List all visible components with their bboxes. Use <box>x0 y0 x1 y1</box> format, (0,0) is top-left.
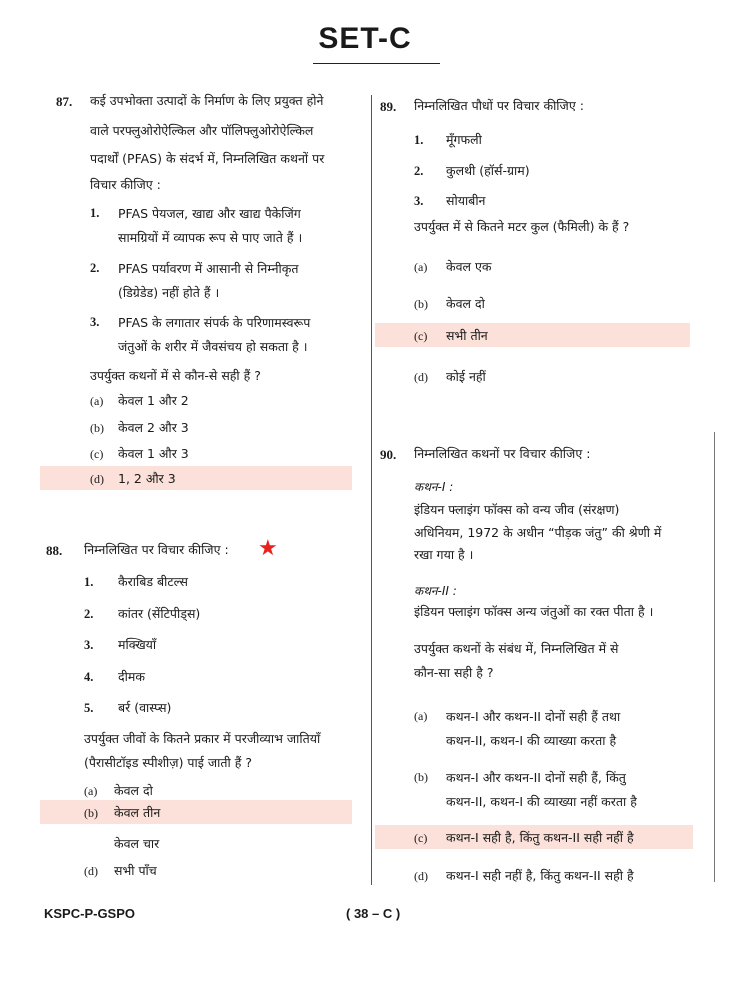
statement-text: इंडियन फ्लाइंग फॉक्स अन्य जंतुओं का रक्त पीता है । <box>414 604 654 619</box>
item-number: 1. <box>84 575 94 589</box>
statement-text: इंडियन फ्लाइंग फॉक्स को वन्य जीव (संरक्षण) <box>414 502 620 517</box>
option-label: (a) <box>84 784 98 798</box>
statement-text: PFAS पेयजल, खाद्य और खाद्य पैकेजिंग <box>118 206 301 221</box>
option-label: (a) <box>414 260 428 274</box>
option-label: (d) <box>414 370 428 384</box>
option-label: (c) <box>90 447 104 461</box>
question-number: 88. <box>46 543 63 558</box>
question-prompt: उपर्युक्त जीवों के कितने प्रकार में परजीव्याभ जातियाँ <box>84 731 321 746</box>
option-text[interactable]: केवल 1 और 3 <box>118 446 189 461</box>
statement-text: जंतुओं के शरीर में जैवसंचय हो सकता है । <box>118 339 308 354</box>
statement-label: कथन-II : <box>414 584 457 598</box>
option-text[interactable]: कथन-I और कथन-II दोनों सही हैं, किंतु <box>446 770 626 785</box>
statement-text: PFAS पर्यावरण में आसानी से निम्नीकृत <box>118 261 299 276</box>
option-label: (b) <box>414 770 428 784</box>
page-title: SET-C <box>318 22 412 55</box>
option-label: (a) <box>414 709 428 723</box>
statement-text: रखा गया है । <box>414 547 474 562</box>
option-label: (d) <box>90 472 104 486</box>
statement-text: सामग्रियों में व्यापक रूप से पाए जाते हैं । <box>118 230 303 245</box>
item-text: मूँगफली <box>446 132 482 147</box>
question-prompt: कौन-सा सही है ? <box>414 665 494 680</box>
option-label: (b) <box>84 806 98 820</box>
option-text[interactable]: सभी पाँच <box>114 863 157 878</box>
item-text: मक्खियाँ <box>118 637 157 652</box>
paper-code: KSPC-P-GSPO <box>44 906 136 921</box>
option-text-correct[interactable]: 1, 2 और 3 <box>118 471 176 486</box>
item-text: बर्र (वास्प्स) <box>118 700 172 715</box>
statement-text: PFAS के लगातार संपर्क के परिणामस्वरूप <box>118 315 311 330</box>
option-text[interactable]: केवल चार <box>114 836 160 851</box>
item-number: 4. <box>84 670 94 684</box>
option-label: (d) <box>84 864 98 878</box>
item-text: सोयाबीन <box>446 193 486 208</box>
option-text[interactable]: केवल 2 और 3 <box>118 420 189 435</box>
question-number: 90. <box>380 447 397 462</box>
question-text-line: निम्नलिखित कथनों पर विचार कीजिए : <box>414 446 591 461</box>
question-text-line: कई उपभोक्ता उत्पादों के निर्माण के लिए प्रयुक्त होने <box>90 93 324 108</box>
option-text[interactable]: कथन-I सही नहीं है, किंतु कथन-II सही है <box>446 868 634 883</box>
question-prompt: उपर्युक्त में से कितने मटर कुल (फैमिली) के हैं ? <box>414 219 630 234</box>
answer-highlight <box>40 466 352 490</box>
item-number: 5. <box>84 701 94 715</box>
question-text-line: पदार्थों (PFAS) के संदर्भ में, निम्नलिखित कथनों पर <box>90 151 325 166</box>
page-number: ( 38 – C ) <box>346 906 401 921</box>
item-number: 2. <box>84 607 94 621</box>
statement-text: (डिग्रेडेड) नहीं होते हैं । <box>118 285 220 300</box>
option-text[interactable]: कोई नहीं <box>446 369 486 384</box>
statement-number: 3. <box>90 315 100 329</box>
item-text: कुलथी (हॉर्स-ग्राम) <box>446 163 530 178</box>
item-number: 2. <box>414 164 424 178</box>
question-text-line: वाले परफ्लुओरोऐल्किल और पॉलिफ्लुओरोऐल्किल <box>90 123 314 138</box>
option-text-correct[interactable]: कथन-I सही है, किंतु कथन-II सही नहीं है <box>446 830 634 845</box>
star-icon: ★ <box>258 536 278 561</box>
option-label: (b) <box>414 297 428 311</box>
statement-text: अधिनियम, 1972 के अधीन “पीड़क जंतु” की श्रेणी में <box>414 525 662 540</box>
option-label: (d) <box>414 869 428 883</box>
question-text-line: निम्नलिखित पर विचार कीजिए : <box>84 542 229 557</box>
item-text: कांतर (सेंटिपीड्स) <box>118 606 201 621</box>
question-text-line: निम्नलिखित पौधों पर विचार कीजिए : <box>414 98 584 113</box>
option-label: (c) <box>414 329 428 343</box>
question-prompt: उपर्युक्त कथनों के संबंध में, निम्नलिखित में से <box>414 641 619 656</box>
item-number: 3. <box>84 638 94 652</box>
option-label: (a) <box>90 394 104 408</box>
question-number: 89. <box>380 99 397 114</box>
option-text[interactable]: कथन-II, कथन-I की व्याख्या नहीं करता है <box>446 794 637 809</box>
statement-label: कथन-I : <box>414 480 454 494</box>
item-text: कैराबिड बीटल्स <box>118 574 188 589</box>
statement-number: 2. <box>90 261 100 275</box>
option-text-correct[interactable]: केवल तीन <box>114 805 161 820</box>
option-text[interactable]: केवल 1 और 2 <box>118 393 189 408</box>
option-text[interactable]: कथन-I और कथन-II दोनों सही हैं तथा <box>446 709 621 724</box>
item-number: 1. <box>414 133 424 147</box>
statement-number: 1. <box>90 206 100 220</box>
column-divider <box>371 95 372 885</box>
option-text[interactable]: केवल दो <box>446 296 485 311</box>
option-label: (c) <box>414 831 428 845</box>
question-prompt: उपर्युक्त कथनों में से कौन-से सही हैं ? <box>90 368 261 383</box>
option-text[interactable]: केवल एक <box>446 259 492 274</box>
option-label: (b) <box>90 421 104 435</box>
right-margin-line <box>714 432 715 882</box>
option-text[interactable]: कथन-II, कथन-I की व्याख्या करता है <box>446 733 617 748</box>
option-text[interactable]: केवल दो <box>114 783 153 798</box>
item-text: दीमक <box>118 669 145 684</box>
title-underline <box>313 63 440 64</box>
item-number: 3. <box>414 194 424 208</box>
question-text-line: विचार कीजिए : <box>90 177 161 192</box>
question-number: 87. <box>56 94 73 109</box>
option-text-correct[interactable]: सभी तीन <box>446 328 488 343</box>
question-prompt: (पैरासीटॉइड स्पीशीज़) पाई जाती हैं ? <box>84 755 252 770</box>
